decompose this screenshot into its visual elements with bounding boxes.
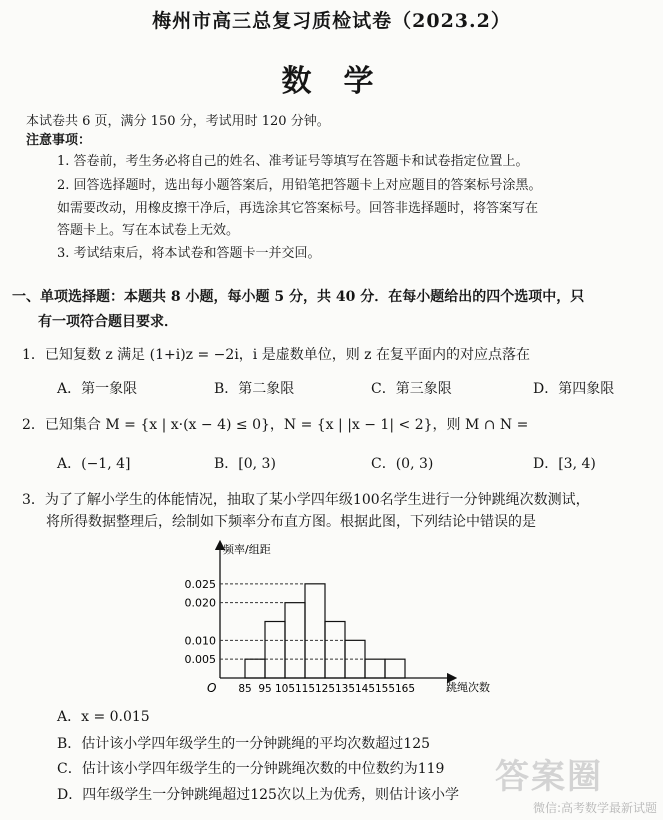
histogram-bar [385,659,405,678]
section-heading-cont: 有一项符合题目要求． [38,314,178,330]
notice-item: 2. 回答选择题时，选出每小题答案后，用铅笔把答题卡上对应题目的答案标号涂黑。 [57,178,542,193]
frequency-histogram [170,535,510,705]
subject-title: 数学 [281,64,406,99]
x-tick-label: 145 [354,683,376,695]
histogram-bar [245,659,265,678]
watermark-text: 微信:高考数学最新试题 [532,801,657,815]
y-tick-label: 0.020 [184,596,216,610]
q2-option-a: A．(−1, 4] [57,456,131,472]
q2-option-d: D．[3, 4) [533,456,596,472]
x-tick-label: 135 [334,683,356,695]
q2-option-c: C．(0, 3) [371,456,434,472]
y-tick-label: 0.005 [184,653,216,667]
y-tick-label: 0.010 [184,634,216,648]
notice-item: 如需要改动，用橡皮擦干净后，再选涂其它答案标号。回答非选择题时，将答案写在 [57,201,539,216]
x-tick-label: 115 [294,683,316,695]
question-1-stem: 1．已知复数 z 满足 (1+i)z = −2i，i 是虚数单位，则 z 在复平面内的对应点落在 [22,347,530,363]
origin-label: O [207,681,217,695]
question-2-stem: 2．已知集合 M = {x | x·(x − 4) ≤ 0}，N = {x | |x − 1| < 2}，则 M ∩ N = [22,417,529,433]
histogram-bar [305,584,325,678]
x-axis-label: 跳绳次数 [446,681,490,694]
notice-item: 答题卡上。写在本试卷上无效。 [57,223,240,238]
y-tick-label: 0.025 [184,577,216,591]
q1-option-d: D．第四象限 [533,381,615,397]
x-tick-label: 125 [314,683,336,695]
section-heading: 一、单项选择题：本题共 8 小题，每小题 5 分，共 40 分．在每小题给出的四个选项中，只 [12,289,585,305]
x-tick-label: 95 [258,683,272,695]
q3-option-b: B．估计该小学四年级学生的一分钟跳绳的平均次数超过125 [57,736,431,752]
x-tick-label: 85 [238,683,252,695]
x-tick-label: 165 [394,683,416,695]
notice-title: 注意事项： [26,133,92,148]
exam-title: 梅州市高三总复习质检试卷（2023.2） [152,10,511,32]
histogram-bar [325,622,345,679]
q3-option-d: D．四年级学生一分钟跳绳超过125次以上为优秀，则估计该小学 [57,787,459,803]
watermark-logo: 答案圈 [495,757,603,797]
histogram-bar [265,622,285,679]
y-axis-label: 频率/组距 [223,543,271,556]
q1-option-b: B．第二象限 [214,381,295,397]
histogram-bar [365,659,385,678]
q3-option-a: A．x = 0.015 [57,709,150,725]
exam-intro: 本试卷共 6 页，满分 150 分，考试用时 120 分钟。 [26,114,330,129]
x-tick-label: 155 [374,683,396,695]
q1-option-c: C．第三象限 [371,381,452,397]
question-3-stem-cont: 将所得数据整理后，绘制如下频率分布直方图。根据此图，下列结论中错误的是 [46,514,536,530]
question-3-stem: 3．为了了解小学生的体能情况，抽取了某小学四年级100名学生进行一分钟跳绳次数测试， [22,492,590,508]
x-tick-label: 105 [274,683,296,695]
q1-option-a: A．第一象限 [57,381,138,397]
notice-item: 3. 考试结束后，将本试卷和答题卡一并交回。 [57,246,321,261]
notice-item: 1. 答卷前，考生务必将自己的姓名、准考证号等填写在答题卡和试卷指定位置上。 [57,154,529,169]
q3-option-c: C．估计该小学四年级学生的一分钟跳绳次数的中位数约为119 [57,761,445,777]
q2-option-b: B．[0, 3) [214,456,276,472]
